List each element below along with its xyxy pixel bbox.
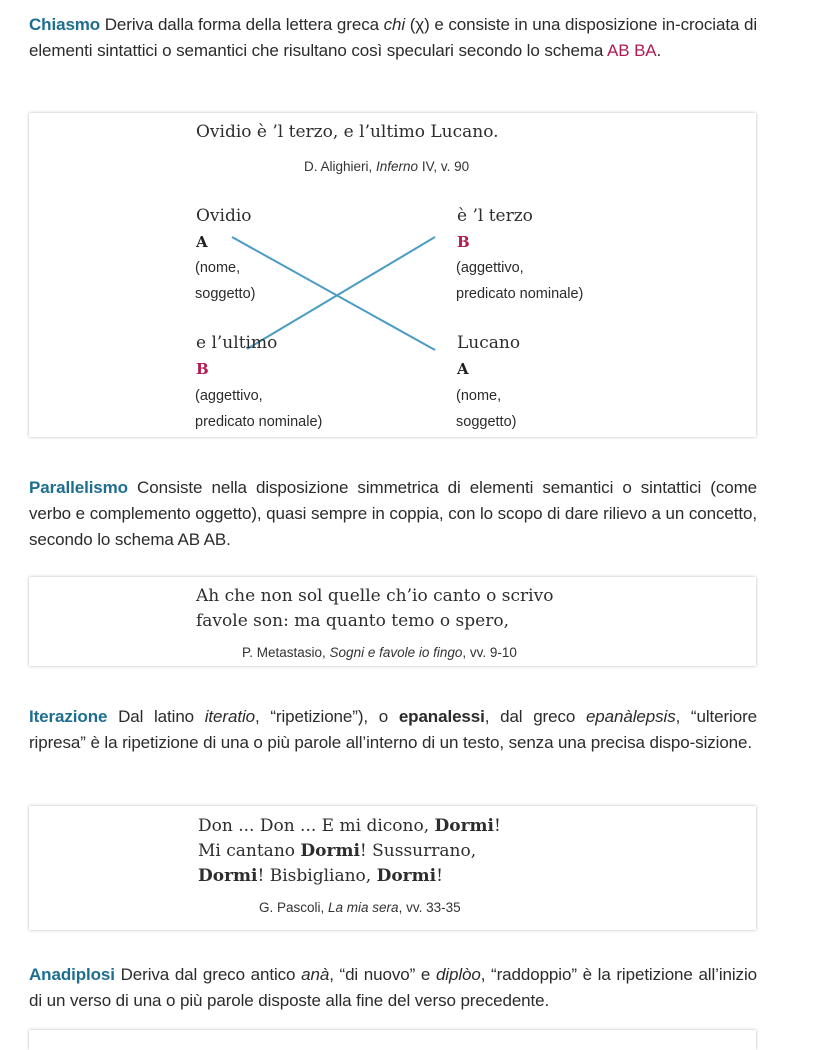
schema-ab: AB <box>606 41 630 60</box>
parallelismo-term: Parallelismo <box>29 478 128 497</box>
note-right-bottom-1: (nome, <box>456 388 502 404</box>
metastasio-line-2: favole son: ma quanto temo o spero, <box>196 611 509 631</box>
schema-ba: BA <box>634 41 657 60</box>
iterazione-example-box <box>29 806 756 930</box>
anadiplosi-paragraph: Anadiplosi Deriva dal greco antico anà, “di nuovo” e diplòo, “raddoppio” è la ripetizione all’inizio di un verso di una o più parole disposte alla fine del verso precedente. <box>29 965 757 1010</box>
note-left-top-2: soggetto) <box>195 286 256 302</box>
chiasmo-word-ultimo: e l’ultimo <box>196 333 278 353</box>
chiasmo-paragraph: Chiasmo Deriva dalla forma della lettera greca chi (χ) e consiste in una disposizione in-crociata di elementi sintattici o semantici che risultano così speculari secondo lo schema AB BA. <box>29 15 757 60</box>
parallelismo-text: Consiste nella disposizione simmetrica di elementi semantici o sintattici (come verbo e complemento oggetto), quasi sempre in coppia, con lo scopo di dare rilievo a un concetto, secondo lo schema AB AB. <box>29 478 757 549</box>
pascoli-source: G. Pascoli, La mia sera, vv. 33-35 <box>259 900 461 915</box>
note-left-bottom-1: (aggettivo, <box>195 388 263 404</box>
pascoli-line-1: Don ... Don ... E mi dicono, Dormi! <box>198 816 501 836</box>
diplo-word: diplòo <box>435 965 481 984</box>
letter-a-left: A <box>196 233 208 251</box>
parallelismo-paragraph <box>29 475 757 553</box>
chiasmo-word-lucano: Lucano <box>457 333 521 353</box>
chiasmo-example-box <box>29 113 756 437</box>
metastasio-line-1: Ah che non sol quelle ch’io canto o scrivo <box>196 586 554 606</box>
next-example-box-edge <box>29 1030 756 1050</box>
epanalepsis-word: epanàlepsis <box>585 707 676 726</box>
iterazione-term: Iterazione <box>29 707 108 726</box>
note-right-top-1: (aggettivo, <box>456 260 524 276</box>
chiasmo-term: Chiasmo <box>29 15 101 34</box>
note-right-bottom-2: soggetto) <box>456 414 517 430</box>
note-left-bottom-2: predicato nominale) <box>195 414 323 430</box>
iterazione-paragraph: Iterazione Dal latino iteratio, “ripetizione”), o epanalessi, dal greco epanàlepsis, “ulteriore ripresa” è la ripetizione di una o più parole all’interno di un testo, senza una precisa dispo-sizione. <box>29 707 758 752</box>
chi-word: chi <box>383 15 406 34</box>
chiasmo-word-terzo: è ’l terzo <box>457 206 533 226</box>
note-right-top-2: predicato nominale) <box>456 286 584 302</box>
ana-word: anà <box>301 965 330 984</box>
pascoli-line-3: Dormi! Bisbigliano, Dormi! <box>198 866 443 886</box>
chiasmo-text-2: (χ) e consiste in una disposizione in-crociata di elementi sintattici o semantici che risultano così speculari secondo lo schema <box>29 15 757 60</box>
iteratio-word: iteratio <box>204 707 255 726</box>
note-left-top-1: (nome, <box>195 260 241 276</box>
metastasio-source: P. Metastasio, Sogni e favole io fingo, vv. 9-10 <box>242 645 517 660</box>
anadiplosi-term: Anadiplosi <box>29 965 115 984</box>
chiasmus-cross-lines <box>29 113 756 437</box>
epanalessi-word: epanalessi <box>398 707 485 726</box>
chiasmo-text: Deriva dalla forma della lettera greca <box>100 15 384 34</box>
chiasmo-source: D. Alighieri, Inferno IV, v. 90 <box>304 159 470 174</box>
chiasmo-word-ovidio: Ovidio <box>196 206 252 226</box>
letter-b-right: B <box>457 233 470 251</box>
letter-a-right: A <box>457 360 469 378</box>
chiasmo-verse: Ovidio è ’l terzo, e l’ultimo Lucano. <box>196 122 499 142</box>
letter-b-left: B <box>196 360 209 378</box>
parallelismo-example-box <box>29 577 756 666</box>
pascoli-line-2: Mi cantano Dormi! Sussurrano, <box>198 841 477 861</box>
